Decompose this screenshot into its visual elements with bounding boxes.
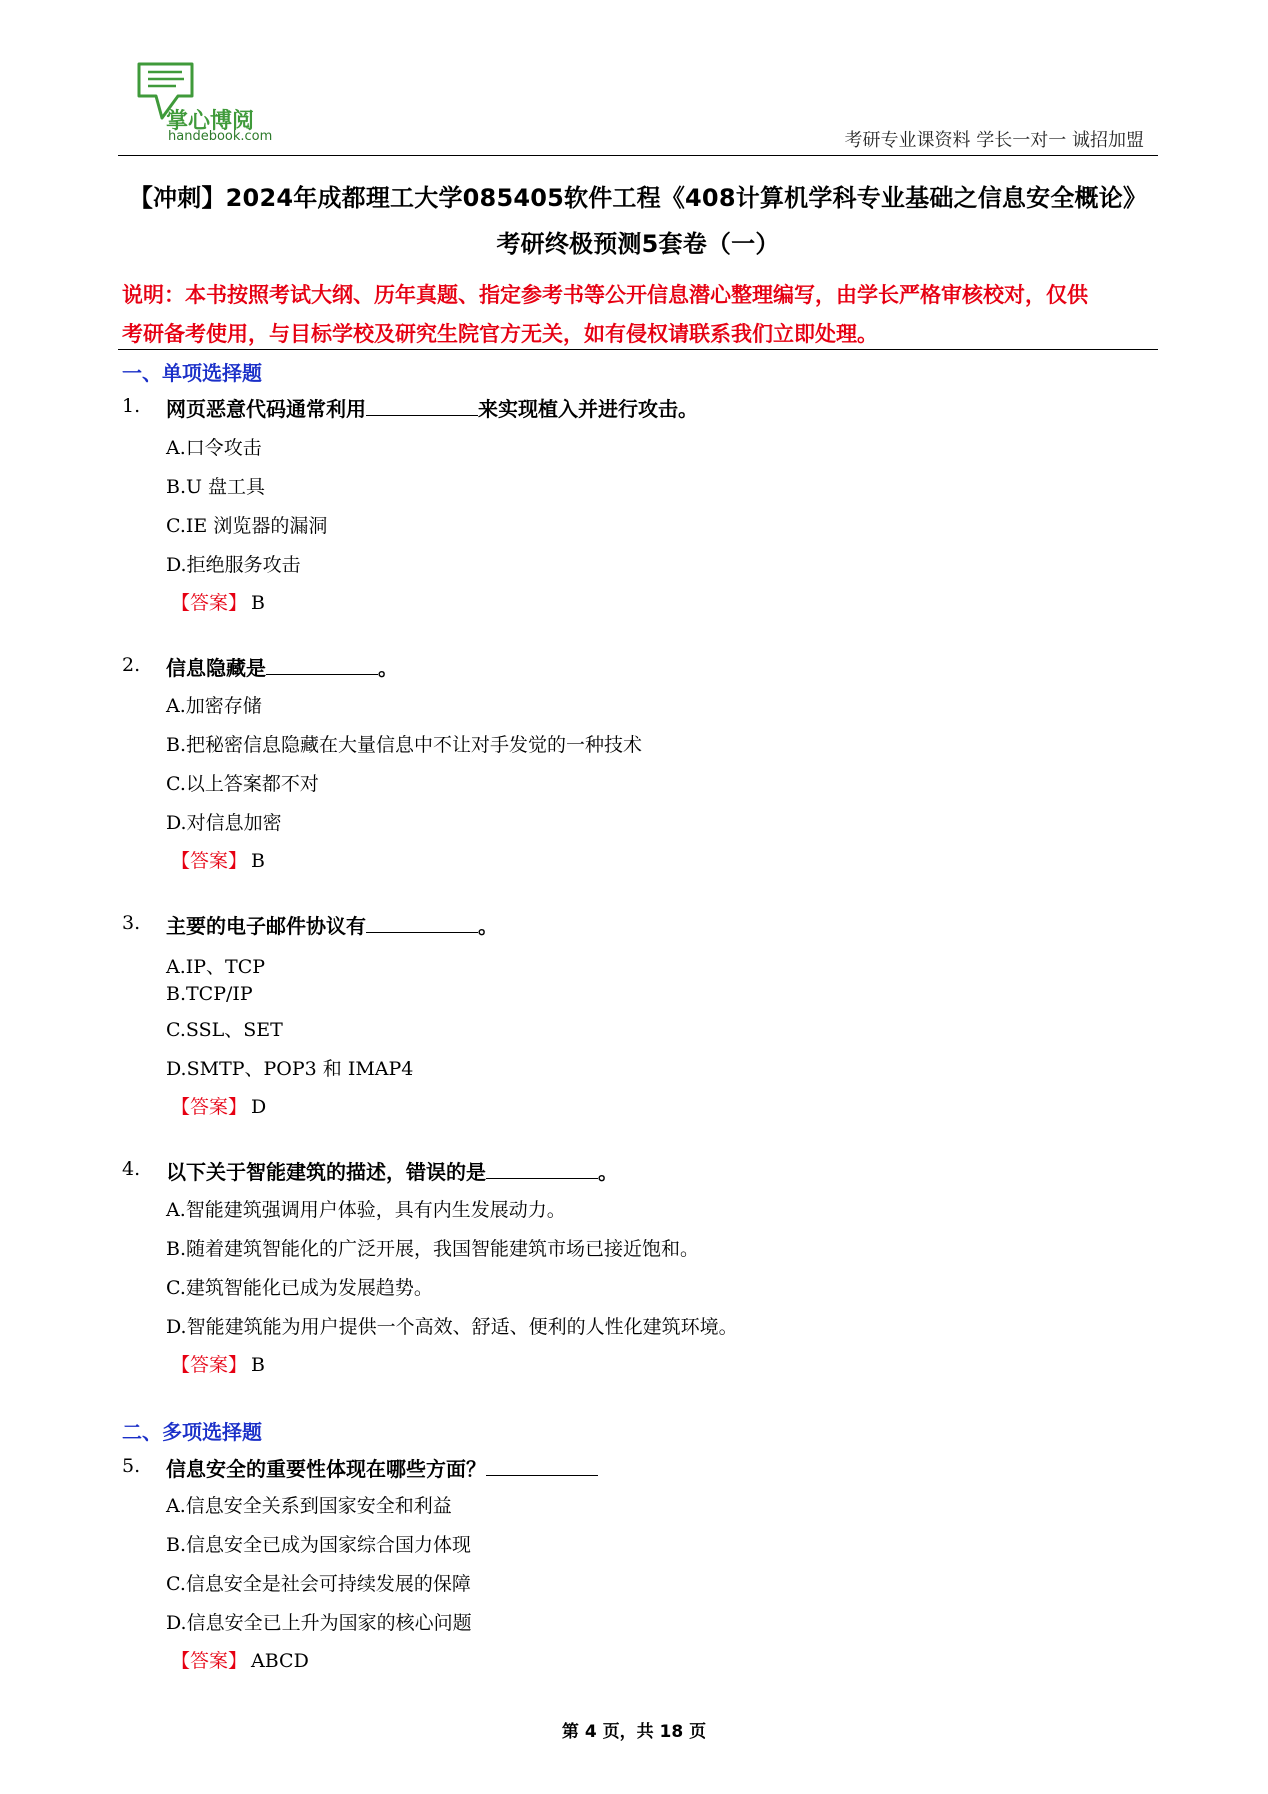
option-d: D.智能建筑能为用户提供一个高效、舒适、便利的人性化建筑环境。 — [166, 1316, 738, 1338]
answer-blank — [486, 1160, 598, 1179]
question-stem: 信息隐藏是 。 — [166, 656, 398, 680]
question-stem: 主要的电子邮件协议有 。 — [166, 914, 498, 938]
document-title-line-1: 【冲刺】2024年成都理工大学085405软件工程《408计算机学科专业基础之信息安全概论》 — [128, 184, 1148, 212]
option-c: C.SSL、SET — [166, 1019, 283, 1041]
logo-brand-text: 掌心博阅 — [166, 109, 255, 134]
answer-label: 【答案】 — [171, 1650, 248, 1672]
answer-value: D — [251, 1096, 267, 1118]
notice-line-2: 考研备考使用，与目标学校及研究生院官方无关，如有侵权请联系我们立即处理。 — [122, 322, 878, 346]
answer-label: 【答案】 — [171, 1354, 248, 1376]
answer-value: B — [251, 1354, 265, 1376]
answer-blank — [266, 656, 378, 675]
answer-blank — [366, 914, 478, 933]
question-stem: 信息安全的重要性体现在哪些方面？ — [166, 1453, 598, 1482]
option-c: C.建筑智能化已成为发展趋势。 — [166, 1277, 433, 1299]
section-title-single-choice: 一、单项选择题 — [122, 361, 262, 385]
answer-line — [171, 1646, 309, 1673]
option-d: D.对信息加密 — [166, 812, 282, 834]
option-c: C.信息安全是社会可持续发展的保障 — [166, 1573, 471, 1595]
option-a: A.加密存储 — [166, 695, 262, 717]
option-b: B.信息安全已成为国家综合国力体现 — [166, 1534, 472, 1556]
option-d: D.SMTP、POP3 和 IMAP4 — [166, 1058, 414, 1080]
option-d: D.拒绝服务攻击 — [166, 554, 301, 576]
answer-blank — [366, 397, 478, 416]
question-stem: 以下关于智能建筑的描述，错误的是 。 — [166, 1160, 618, 1184]
option-b: B.TCP/IP — [166, 983, 253, 1005]
notice-line-1: 说明：本书按照考试大纲、历年真题、指定参考书等公开信息潜心整理编写，由学长严格审核校对，仅供 — [122, 283, 1088, 307]
question-number: 1. — [122, 395, 141, 417]
answer-label: 【答案】 — [171, 850, 248, 872]
option-a: A.智能建筑强调用户体验，具有内生发展动力。 — [166, 1199, 566, 1221]
answer-line — [171, 1092, 266, 1119]
option-d: D.信息安全已上升为国家的核心问题 — [166, 1612, 472, 1634]
answer-value: B — [251, 850, 265, 872]
option-a: A.信息安全关系到国家安全和利益 — [166, 1495, 452, 1517]
answer-label: 【答案】 — [171, 592, 248, 614]
option-b: B.U 盘工具 — [166, 476, 266, 498]
question-number: 5. — [122, 1455, 141, 1477]
question-number: 4. — [122, 1158, 141, 1180]
section-title-multiple-choice: 二、多项选择题 — [122, 1420, 262, 1444]
answer-value: ABCD — [251, 1650, 309, 1672]
answer-line — [171, 846, 265, 873]
option-b: B.把秘密信息隐藏在大量信息中不让对手发觉的一种技术 — [166, 734, 643, 756]
option-a: A.口令攻击 — [166, 437, 262, 459]
document-title-line-2: 考研终极预测5套卷（一） — [496, 230, 780, 258]
header-divider — [118, 155, 1158, 156]
header-slogan: 考研专业课资料 学长一对一 诚招加盟 — [844, 130, 1144, 151]
option-c: C.IE 浏览器的漏洞 — [166, 515, 328, 537]
option-b: B.随着建筑智能化的广泛开展，我国智能建筑市场已接近饱和。 — [166, 1238, 700, 1260]
option-c: C.以上答案都不对 — [166, 773, 319, 795]
question-stem: 网页恶意代码通常利用 来实现植入并进行攻击。 — [166, 397, 698, 421]
answer-blank — [486, 1457, 598, 1476]
answer-line — [171, 588, 265, 615]
option-a: A.IP、TCP — [166, 956, 266, 978]
answer-label: 【答案】 — [171, 1096, 248, 1118]
page-number-footer: 第 4 页，共 18 页 — [561, 1722, 707, 1742]
question-number: 3. — [122, 912, 141, 934]
answer-value: B — [251, 592, 265, 614]
question-number: 2. — [122, 654, 141, 676]
logo-url-text: handebook.com — [168, 129, 273, 144]
answer-line — [171, 1350, 265, 1377]
notice-divider — [118, 349, 1158, 350]
